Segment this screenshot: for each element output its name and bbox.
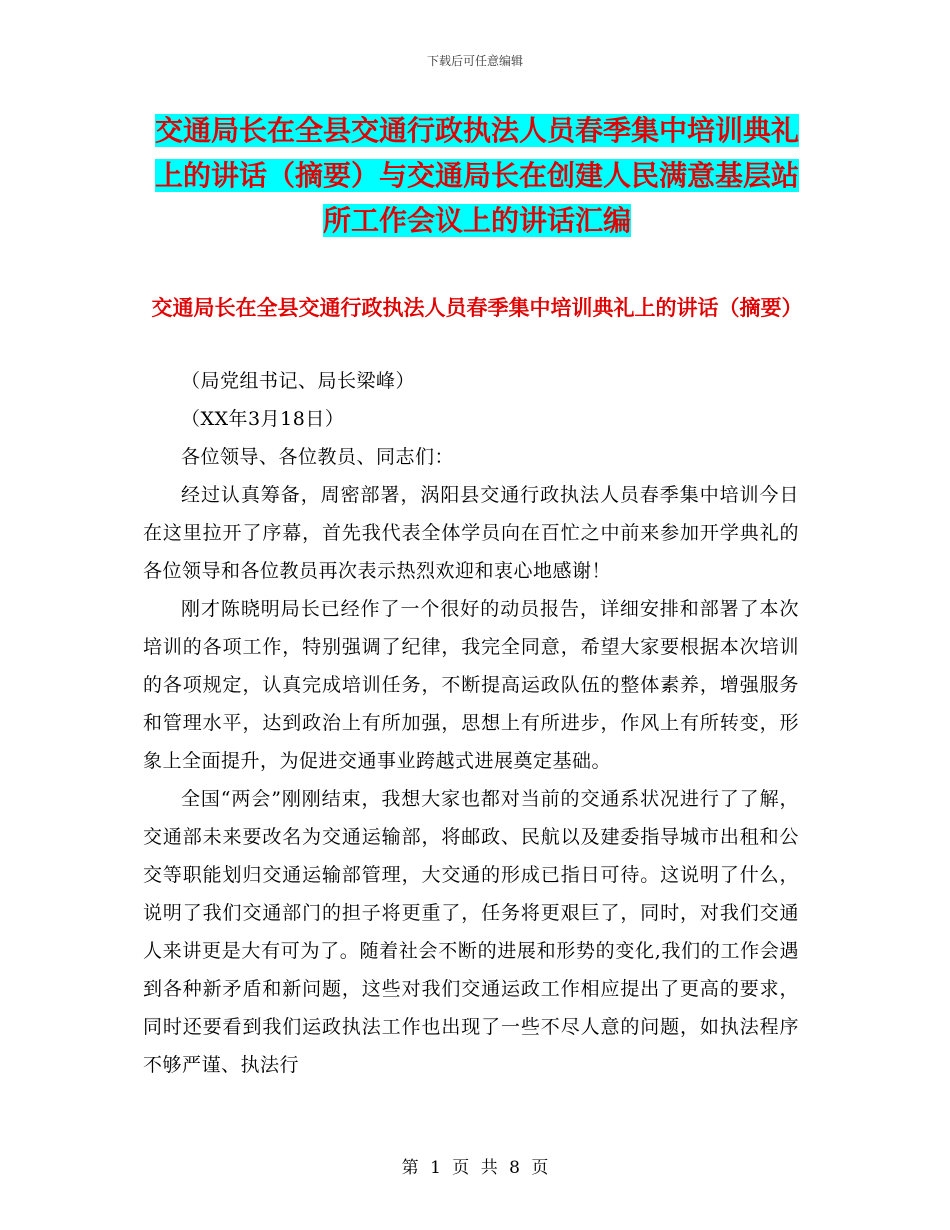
header-note: 下载后可任意编辑: [426, 54, 523, 68]
document-body: [143, 362, 799, 1084]
page-footer: 第 1 页 共 8 页: [401, 1158, 549, 1178]
salutation: 各位领导、各位教员、同志们：: [181, 446, 455, 468]
section-title: 交通局长在全县交通行政执法人员春季集中培训典礼上的讲话（摘要）: [151, 296, 803, 320]
body-paragraph: 全国“两会”刚刚结束，我想大家也都对当前的交通系状况进行了了解，交通部未来要改名为交通运输部，将邮政、民航以及建委指导城市出租和公交等职能划归交通运输部管理，大交通的形成已指日可待。这说明了什么，说明了我们交通部门的担子将更重了，任务将更艰巨了，同时，对我们交通人来讲更是大有可为了。随着社会不断的进展和形势的变化,我们的工作会遇到各种新矛盾和新问题，这些对我们交通运政工作相应提出了更高的要求，同时还要看到我们运政执法工作也出现了一些不尽人意的问题，如执法程序不够严谨、执法行: [143, 788, 799, 1076]
date-line: （XX年3月18日）: [181, 408, 345, 430]
speaker-line: （局党组书记、局长梁峰）: [181, 370, 416, 392]
document-title-text: 交通局长在全县交通行政执法人员春季集中培训典礼上的讲话（摘要）与交通局长在创建人民满意基层站所工作会议上的讲话汇编: [154, 114, 799, 237]
body-paragraph: 刚才陈晓明局长已经作了一个很好的动员报告，详细安排和部署了本次培训的各项工作，特别强调了纪律，我完全同意，希望大家要根据本次培训的各项规定，认真完成培训任务，不断提高运政队伍的整体素养，增强服务和管理水平，达到政治上有所加强，思想上有所进步，作风上有所转变，形象上全面提升，为促进交通事业跨越式进展奠定基础。: [143, 598, 799, 772]
body-paragraph: 经过认真筹备，周密部署，涡阳县交通行政执法人员春季集中培训今日在这里拉开了序幕，首先我代表全体学员向在百忙之中前来参加开学典礼的各位领导和各位教员再次表示热烈欢迎和衷心地感谢！: [143, 484, 799, 582]
document-title: [143, 108, 811, 243]
